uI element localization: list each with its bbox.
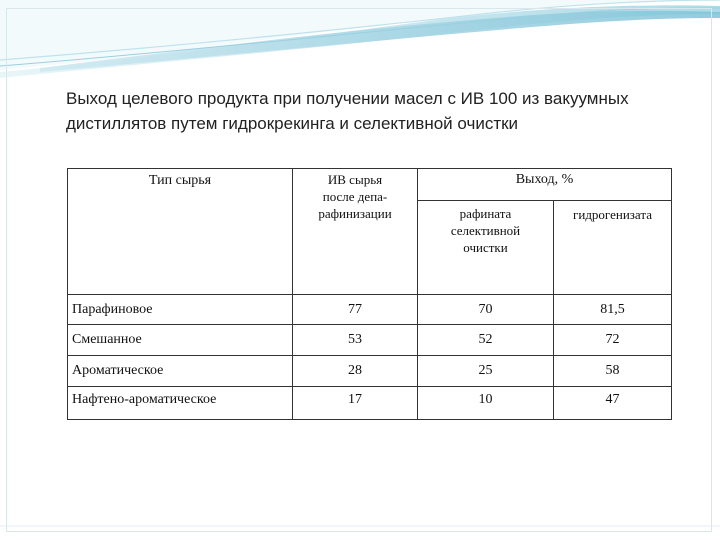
cell-raw-type: Смешанное [68, 325, 293, 356]
cell-iv: 28 [293, 356, 418, 387]
header-raffinate [418, 201, 554, 295]
table-row [68, 356, 672, 387]
table-row [68, 325, 672, 356]
cell-hydrogenate: 81,5 [554, 295, 672, 325]
header-raw-type: Тип сырья [68, 169, 293, 295]
cell-iv: 17 [293, 387, 418, 420]
header-raffinate-line-3: очистки [463, 240, 508, 255]
cell-raffinate: 25 [418, 356, 554, 387]
cell-raw-type: Парафиновое [68, 295, 293, 325]
cell-iv: 77 [293, 295, 418, 325]
cell-raw-type: Нафтено-ароматическое [68, 387, 293, 420]
slide-title-line-1: Выход целевого продукта при получении масел с ИВ 100 из вакуумных [66, 89, 629, 108]
cell-raffinate: 52 [418, 325, 554, 356]
slide-title [66, 86, 686, 136]
header-yield: Выход, % [418, 169, 672, 201]
cell-raffinate: 10 [418, 387, 554, 420]
cell-hydrogenate: 58 [554, 356, 672, 387]
header-raffinate-line-1: рафината [459, 206, 512, 221]
cell-hydrogenate: 47 [554, 387, 672, 420]
header-iv-line-1: ИВ сырья [327, 172, 383, 187]
header-iv [293, 169, 418, 295]
header-iv-line-2: после депа- [322, 189, 388, 204]
slide-title-line-2: дистиллятов путем гидрокрекинга и селективной очистки [66, 114, 519, 133]
cell-raw-type: Ароматическое [68, 356, 293, 387]
table-row [68, 387, 672, 420]
table-row [68, 295, 672, 325]
cell-iv: 53 [293, 325, 418, 356]
header-hydrogenate: гидрогенизата [554, 201, 672, 295]
table-header-row [68, 169, 672, 201]
header-raffinate-line-2: селективной [450, 223, 521, 238]
cell-hydrogenate: 72 [554, 325, 672, 356]
cell-raffinate: 70 [418, 295, 554, 325]
header-iv-line-3: рафинизации [318, 206, 392, 221]
yield-table [67, 168, 672, 420]
